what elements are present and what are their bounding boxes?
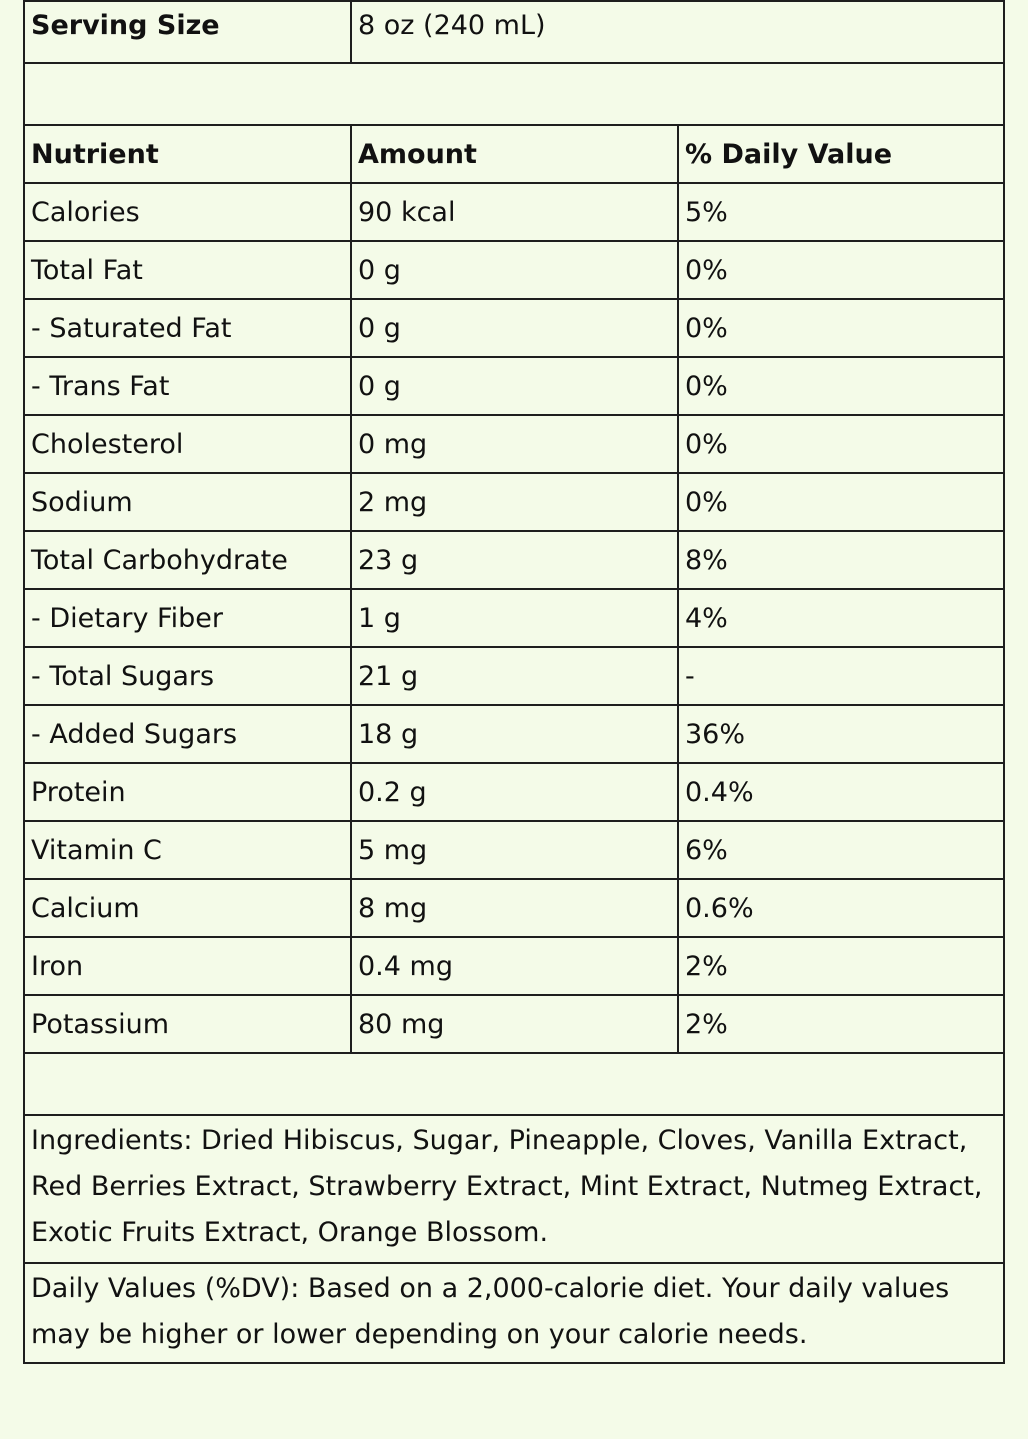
nutrient-daily-value: 0.4%: [678, 763, 1004, 821]
serving-size-label: Serving Size: [24, 1, 351, 63]
nutrient-amount: 0 g: [351, 357, 678, 415]
serving-size-value: 8 oz (240 mL): [351, 1, 1004, 63]
nutrient-daily-value: 0%: [678, 241, 1004, 299]
nutrient-amount: 0 mg: [351, 415, 678, 473]
column-header-amount: Amount: [351, 125, 678, 183]
nutrient-name: Potassium: [24, 995, 351, 1053]
nutrient-name: Sodium: [24, 473, 351, 531]
nutrient-amount: 5 mg: [351, 821, 678, 879]
nutrient-daily-value: 0%: [678, 415, 1004, 473]
daily-values-note-row: [24, 1263, 1004, 1363]
table-row: [24, 531, 1004, 589]
nutrient-amount: 1 g: [351, 589, 678, 647]
table-row: [24, 995, 1004, 1053]
nutrient-amount: 90 kcal: [351, 183, 678, 241]
nutrient-name: - Added Sugars: [24, 705, 351, 763]
nutrient-amount: 8 mg: [351, 879, 678, 937]
nutrient-amount: 18 g: [351, 705, 678, 763]
nutrient-daily-value: 2%: [678, 937, 1004, 995]
nutrient-name: - Dietary Fiber: [24, 589, 351, 647]
nutrient-name: Calories: [24, 183, 351, 241]
nutrient-daily-value: 36%: [678, 705, 1004, 763]
daily-values-note: Daily Values (%DV): Based on a 2,000-calorie diet. Your daily values may be higher or lower depending on your calorie needs.: [24, 1263, 1004, 1363]
nutrient-daily-value: 2%: [678, 995, 1004, 1053]
table-row: [24, 763, 1004, 821]
table-row: [24, 357, 1004, 415]
nutrient-amount: 0 g: [351, 299, 678, 357]
nutrient-name: - Trans Fat: [24, 357, 351, 415]
nutrient-name: Vitamin C: [24, 821, 351, 879]
nutrient-name: Iron: [24, 937, 351, 995]
column-header-daily-value: % Daily Value: [678, 125, 1004, 183]
ingredients-row: [24, 1115, 1004, 1263]
nutrient-amount: 0.4 mg: [351, 937, 678, 995]
nutrient-name: Total Fat: [24, 241, 351, 299]
nutrient-name: Total Carbohydrate: [24, 531, 351, 589]
nutrient-name: Calcium: [24, 879, 351, 937]
table-row: [24, 647, 1004, 705]
nutrient-amount: 0.2 g: [351, 763, 678, 821]
serving-size-row: [24, 1, 1004, 63]
nutrient-name: Protein: [24, 763, 351, 821]
nutrient-daily-value: -: [678, 647, 1004, 705]
column-header-nutrient: Nutrient: [24, 125, 351, 183]
spacer-row: [24, 1053, 1004, 1115]
nutrient-daily-value: 5%: [678, 183, 1004, 241]
nutrient-daily-value: 0%: [678, 299, 1004, 357]
nutrient-name: Cholesterol: [24, 415, 351, 473]
nutrient-daily-value: 0.6%: [678, 879, 1004, 937]
table-row: [24, 473, 1004, 531]
nutrient-daily-value: 6%: [678, 821, 1004, 879]
nutrient-daily-value: 0%: [678, 357, 1004, 415]
nutrient-name: - Saturated Fat: [24, 299, 351, 357]
nutrient-amount: 0 g: [351, 241, 678, 299]
table-row: [24, 589, 1004, 647]
table-header-row: [24, 125, 1004, 183]
nutrient-amount: 80 mg: [351, 995, 678, 1053]
table-row: [24, 415, 1004, 473]
ingredients-text: Ingredients: Dried Hibiscus, Sugar, Pineapple, Cloves, Vanilla Extract, Red Berries Extract, Strawberry Extract, Mint Extract, Nutmeg Extract, Exotic Fruits Extract, Orange Blossom.: [24, 1115, 1004, 1263]
nutrient-daily-value: 8%: [678, 531, 1004, 589]
nutrient-amount: 2 mg: [351, 473, 678, 531]
nutrient-daily-value: 0%: [678, 473, 1004, 531]
nutrition-facts-table: [23, 0, 1005, 1364]
table-row: [24, 299, 1004, 357]
nutrient-daily-value: 4%: [678, 589, 1004, 647]
table-row: [24, 241, 1004, 299]
nutrient-amount: 23 g: [351, 531, 678, 589]
table-row: [24, 937, 1004, 995]
table-row: [24, 183, 1004, 241]
nutrient-amount: 21 g: [351, 647, 678, 705]
table-row: [24, 821, 1004, 879]
spacer-row: [24, 63, 1004, 125]
table-row: [24, 705, 1004, 763]
table-row: [24, 879, 1004, 937]
nutrient-name: - Total Sugars: [24, 647, 351, 705]
